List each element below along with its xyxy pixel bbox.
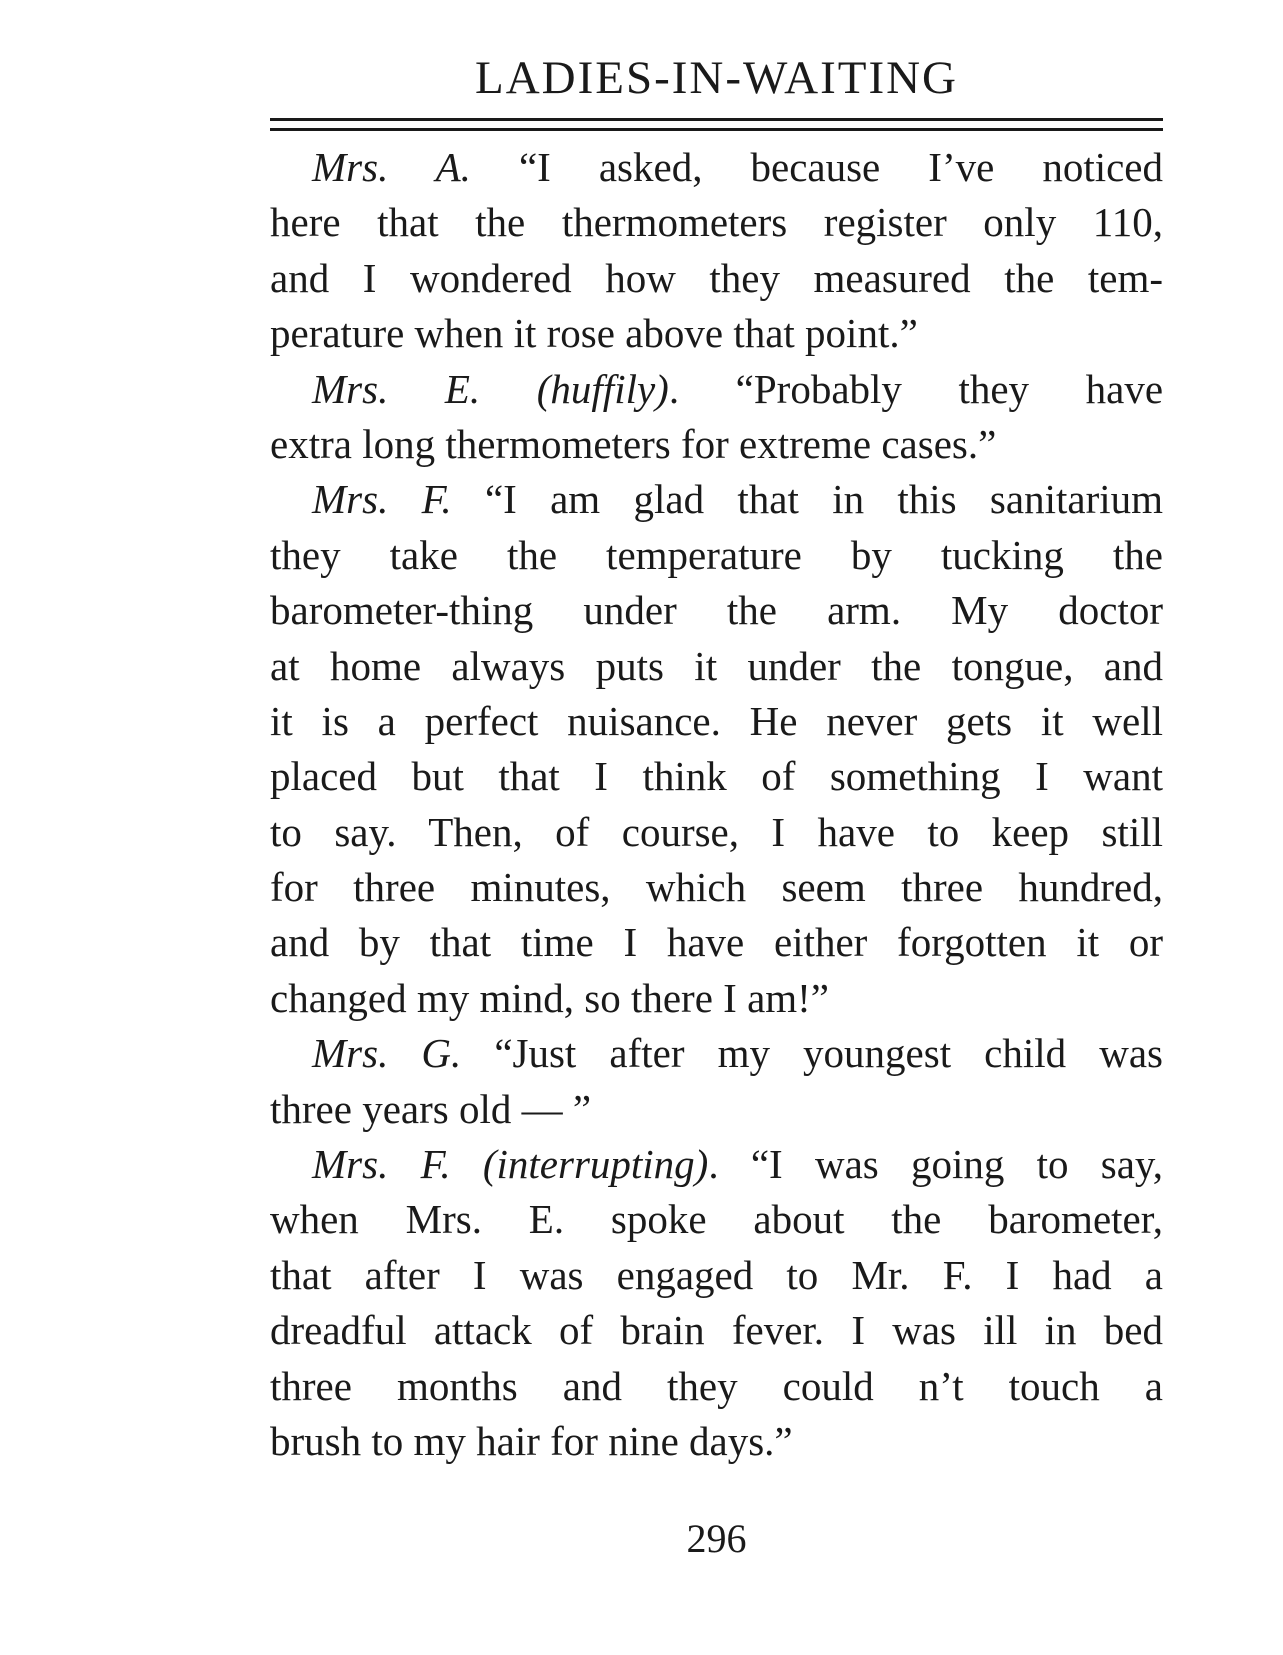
stage-direction: (huffily) [536, 365, 669, 412]
line-text: . “Probably they have [668, 365, 1163, 412]
text-line [270, 971, 1163, 1026]
text-line [270, 140, 1163, 195]
text-line [270, 639, 1163, 694]
text-line [270, 528, 1163, 583]
text-line [270, 1414, 1163, 1469]
text-line [270, 251, 1163, 306]
line-text: placed but that I think of something I want [270, 753, 1163, 800]
text-line [270, 860, 1163, 915]
speaker-label: Mrs. E. [312, 365, 481, 412]
text-line [270, 362, 1163, 417]
book-page [270, 0, 1163, 1655]
line-text: “Just after my youngest child was [494, 1030, 1163, 1077]
speaker-label: Mrs. A. [312, 144, 471, 190]
text-line [270, 1026, 1163, 1081]
text-line [270, 1082, 1163, 1137]
text-line [270, 749, 1163, 804]
stage-direction: (interrupting) [482, 1141, 709, 1188]
line-text: to say. Then, of course, I have to keep still [270, 808, 1163, 855]
line-text: they take the temperature by tucking the [270, 531, 1163, 578]
text-line [270, 417, 1163, 472]
line-text: brush to my hair for nine days.” [270, 1417, 793, 1464]
line-text: perature when it rose above that point.” [270, 310, 918, 357]
line-text: dreadful attack of brain fever. I was ill in bed [270, 1307, 1163, 1354]
text-line [270, 915, 1163, 970]
speaker-label: Mrs. F. [312, 1141, 451, 1188]
text-line [270, 583, 1163, 638]
line-text: three years old — ” [270, 1085, 592, 1132]
line-text: for three minutes, which seem three hundred, [270, 864, 1163, 911]
line-text: three months and they could n’t touch a [270, 1362, 1163, 1409]
speaker-label: Mrs. F. [312, 476, 452, 523]
line-text: at home always puts it under the tongue, and [270, 642, 1163, 689]
text-line [270, 1137, 1163, 1192]
line-text: that after I was engaged to Mr. F. I had a [270, 1251, 1163, 1298]
line-text: it is a perfect nuisance. He never gets it well [270, 697, 1163, 744]
header-rule-lower [270, 128, 1163, 131]
header-rule-upper [270, 118, 1163, 121]
text-line [270, 195, 1163, 250]
line-text: and by that time I have either forgotten it or [270, 919, 1163, 966]
text-line [270, 805, 1163, 860]
text-line [270, 1303, 1163, 1358]
speaker-label: Mrs. G. [312, 1030, 462, 1077]
line-text: extra long thermometers for extreme cases.” [270, 420, 997, 467]
line-text: when Mrs. E. spoke about the barometer, [270, 1196, 1163, 1243]
line-text: . “I was going to say, [708, 1141, 1163, 1188]
text-line [270, 306, 1163, 361]
line-text: “I asked, because I’ve noticed [518, 144, 1163, 190]
text-line [270, 1192, 1163, 1247]
text-line [270, 1359, 1163, 1414]
running-head: LADIES-IN-WAITING [475, 52, 958, 104]
text-line [270, 1248, 1163, 1303]
line-text: and I wondered how they measured the tem- [270, 254, 1163, 301]
line-text: here that the thermometers register only 110, [270, 199, 1163, 246]
line-text: changed my mind, so there I am!” [270, 974, 830, 1021]
line-text: barometer-thing under the arm. My doctor [270, 587, 1163, 634]
text-line [270, 472, 1163, 527]
dialogue-text [270, 140, 1163, 1469]
line-text: “I am glad that in this sanitarium [484, 476, 1163, 523]
page-number: 296 [686, 1516, 747, 1561]
text-line [270, 694, 1163, 749]
